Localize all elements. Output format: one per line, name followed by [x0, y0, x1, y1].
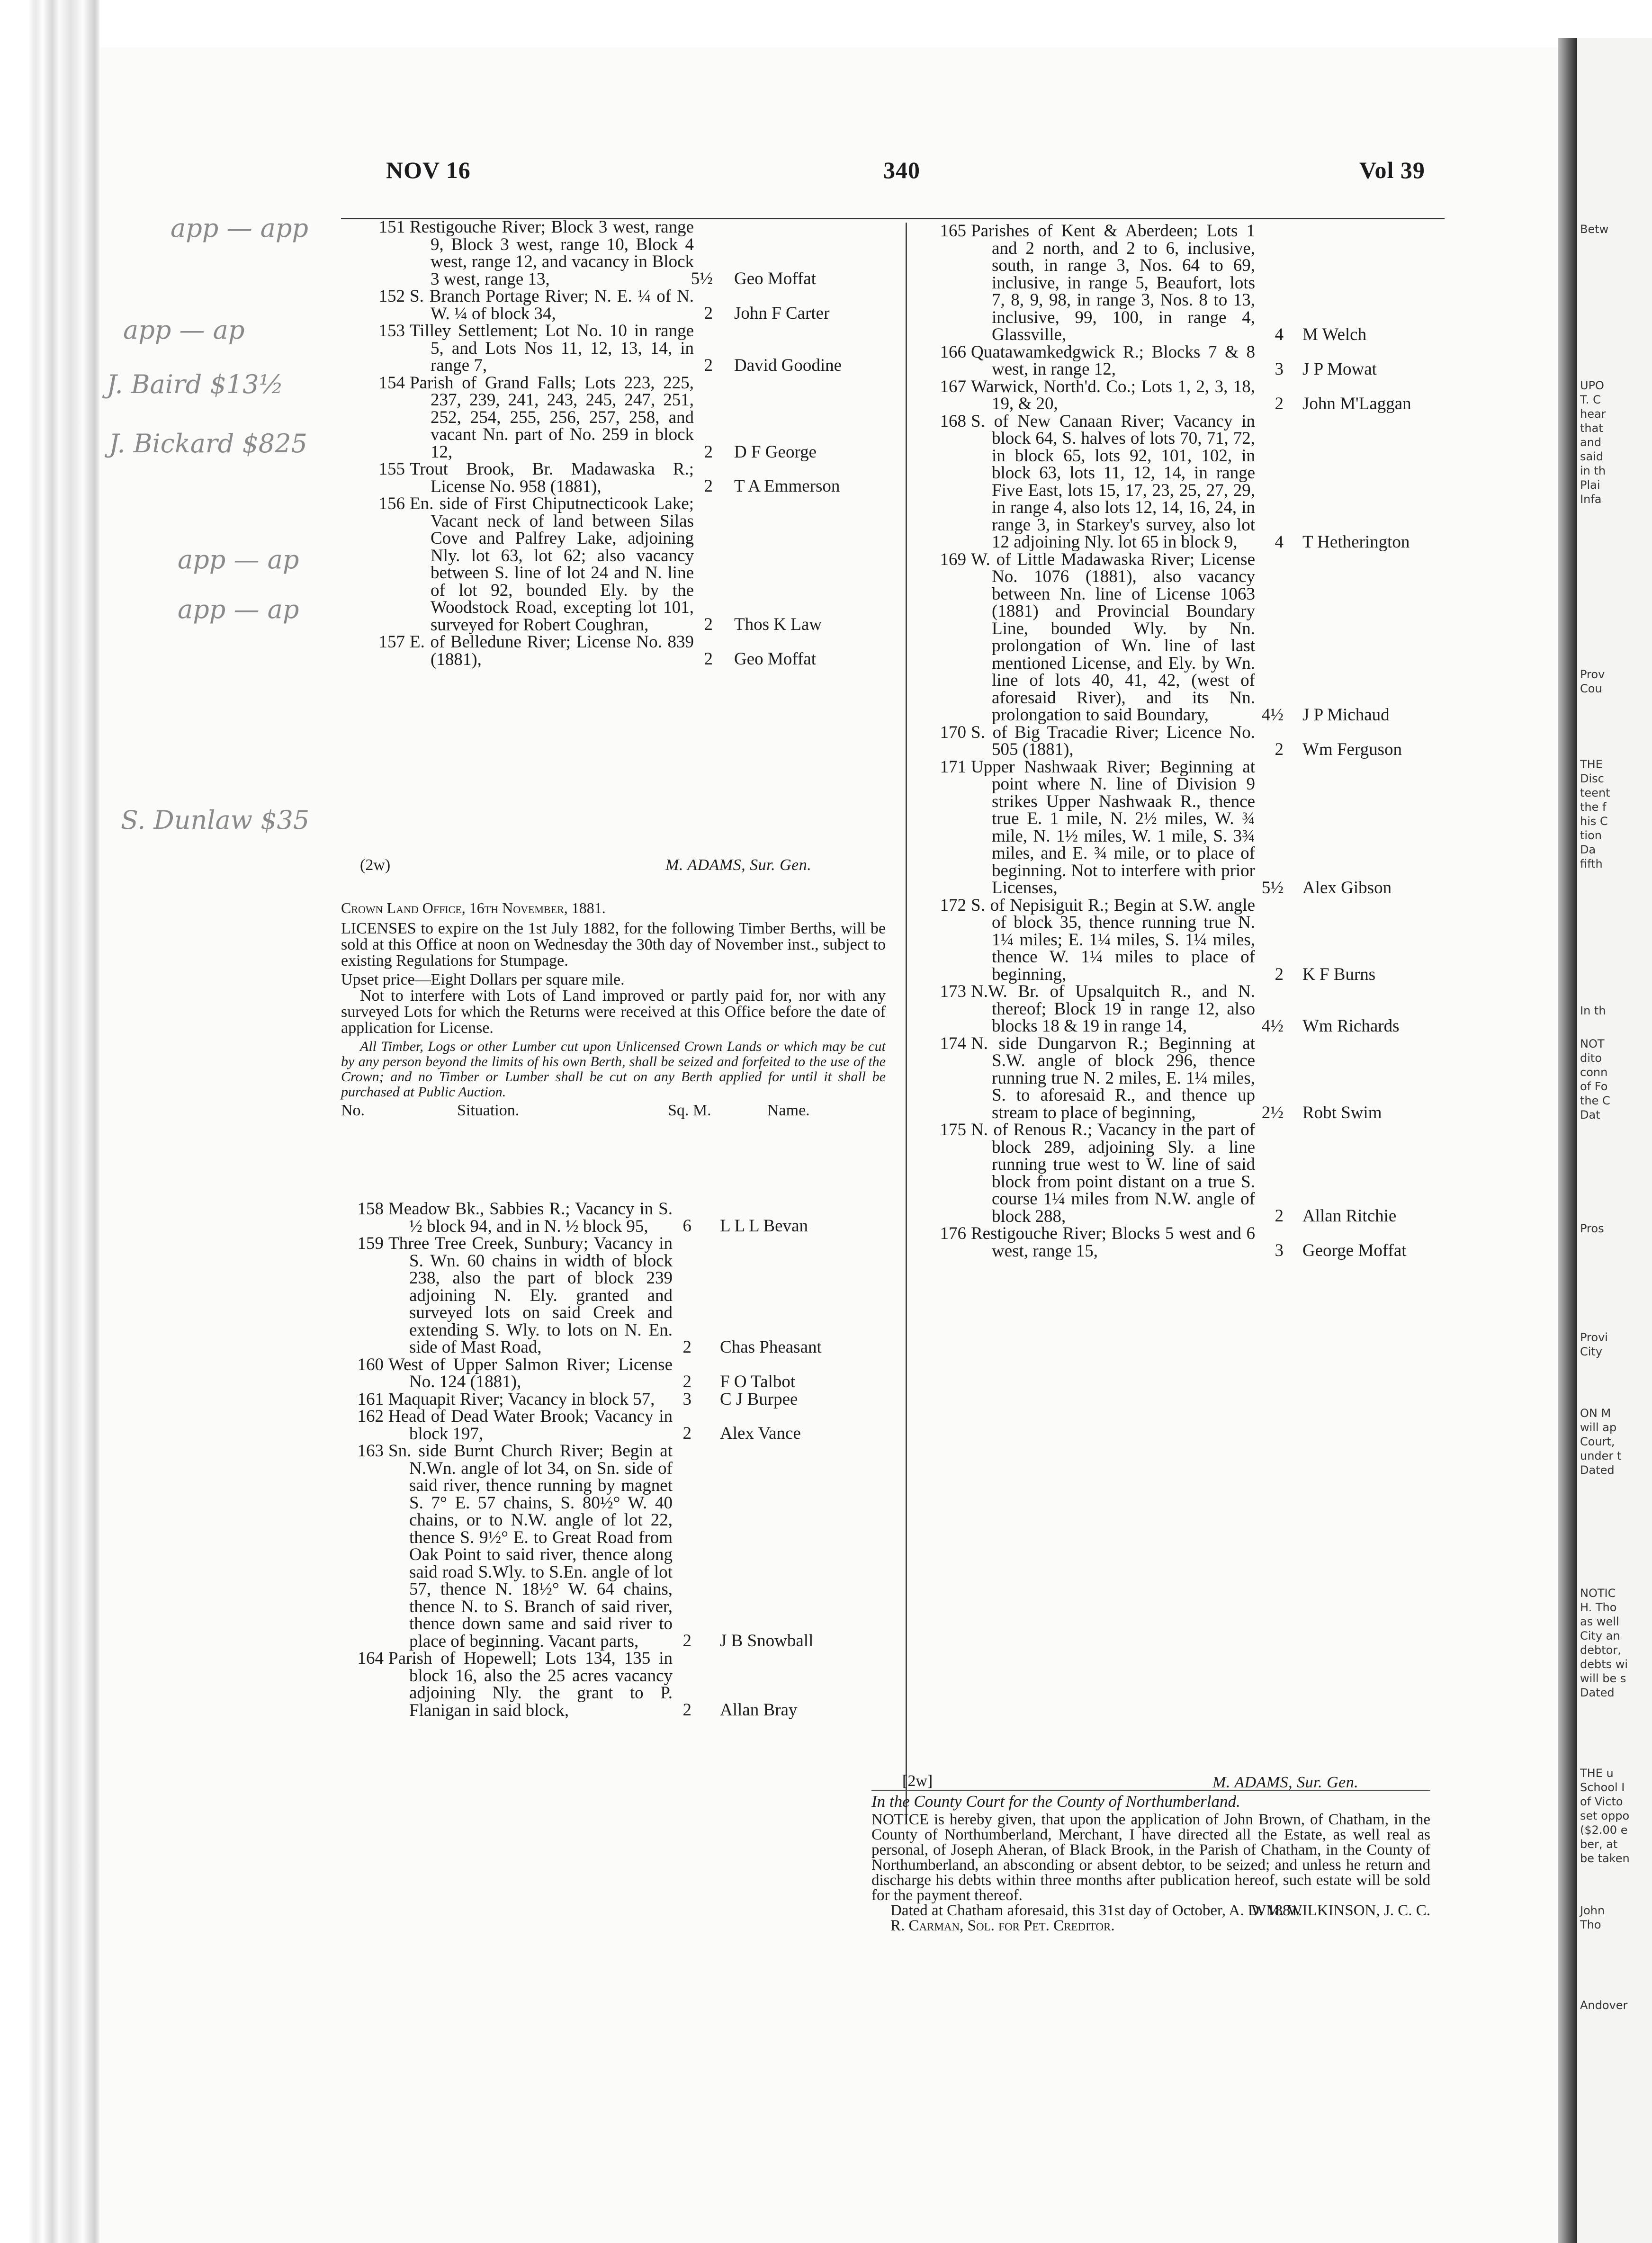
adjacent-page-fragment: Dated	[1580, 1463, 1615, 1477]
adjacent-page-fragment: the C	[1580, 1094, 1610, 1107]
entry-number: 164	[357, 1649, 384, 1668]
col-situation: Situation.	[457, 1102, 520, 1119]
insertion-tag: (2w)	[360, 856, 391, 874]
entry-licensee-name: D F George	[734, 442, 817, 462]
listing-entry	[940, 221, 1367, 344]
book-edge	[0, 0, 99, 2243]
listing-c	[940, 221, 1411, 1261]
adjacent-page-fragment: Dated	[1580, 1686, 1615, 1699]
entry-situation: Parish of Grand Falls; Lots 223, 225, 237, 239, 241, 243, 245, 247, 251, 252, 254, 255, 256, 257, 258, and vacant Nn. part of No. 259 in block 12,	[410, 373, 694, 462]
entry-licensee-name: Chas Pheasant	[720, 1337, 822, 1357]
entry-licensee-name: K F Burns	[1302, 964, 1376, 984]
listing-entry	[357, 1407, 801, 1444]
entry-licensee-name: Alex Vance	[720, 1424, 801, 1443]
entry-licensee-name: J P Mowat	[1302, 359, 1377, 379]
listing-entry	[378, 217, 816, 289]
entry-licensee-name: Wm Richards	[1302, 1016, 1400, 1036]
adjacent-page-fragment: City an	[1580, 1629, 1620, 1642]
column-headers	[341, 1103, 886, 1120]
entry-square-miles: 2	[682, 1631, 691, 1651]
entry-square-miles: 5½	[691, 269, 713, 288]
adjacent-page-fragment: Infa	[1580, 493, 1602, 506]
entry-licensee-name: M Welch	[1302, 325, 1367, 344]
handwritten-note: S. Dunlaw $35	[121, 805, 310, 835]
listing-entry	[940, 1224, 1407, 1261]
entry-licensee-name: J P Michaud	[1302, 705, 1390, 725]
entry-situation: Parish of Hopewell; Lots 134, 135 in block 16, also the 25 acres vacancy adjoining Nly. the grant to P. Flanigan in said block,	[388, 1649, 673, 1720]
adjacent-page-fragment: set oppo	[1580, 1809, 1630, 1822]
entry-licensee-name: Geo Moffat	[734, 649, 816, 669]
adjacent-page-fragment: Disc	[1580, 772, 1604, 785]
adjacent-page-fragment: will be s	[1580, 1672, 1626, 1685]
entry-number: 176	[940, 1224, 966, 1243]
entry-number: 174	[940, 1033, 966, 1053]
entry-number: 157	[378, 632, 405, 652]
adjacent-page-fragment: under t	[1580, 1449, 1622, 1462]
entry-number: 166	[940, 342, 966, 362]
column-rule	[906, 223, 907, 1823]
insertion-tag: [2w]	[902, 1772, 933, 1790]
entry-square-miles: 2	[704, 649, 713, 669]
adjacent-page-fragment: ($2.00 e	[1580, 1823, 1628, 1837]
entry-square-miles: 3	[1275, 1241, 1284, 1260]
entry-square-miles: 2	[704, 615, 713, 634]
adjacent-page-fragment: teent	[1580, 786, 1610, 799]
entry-licensee-name: Wm Ferguson	[1302, 739, 1402, 759]
adjacent-page-fragment: fifth	[1580, 857, 1603, 870]
entry-number: 171	[940, 757, 966, 777]
handwritten-note: J. Bickard $825	[109, 429, 307, 458]
entry-number: 155	[378, 459, 405, 479]
entry-square-miles: 2	[704, 442, 713, 462]
entry-situation: Tilley Settlement; Lot No. 10 in range 5, and Lots Nos 11, 12, 13, 14, in range 7,	[410, 321, 694, 375]
entry-situation: Upper Nashwaak River; Beginning at point where N. line of Division 9 strikes Upper Nashwaak R., thence true E. 1 mile, N. 2½ miles, W. ¾ mile, N. 1½ miles, W. 1 mile, S. 3¾ miles, and E. ¾ mile, or to place of beginning. Not to interfere with prior Licenses,	[971, 757, 1255, 897]
adjacent-page-fragment: H. Tho	[1580, 1601, 1617, 1614]
adjacent-page-fragment: and	[1580, 436, 1602, 449]
entry-licensee-name: David Goodine	[734, 356, 842, 375]
court-notice	[871, 1790, 1430, 1933]
entry-number: 165	[940, 221, 966, 241]
entry-square-miles: 2	[1275, 964, 1284, 984]
entry-licensee-name: J B Snowball	[720, 1631, 814, 1651]
adjacent-page-fragment: Tho	[1580, 1918, 1601, 1931]
col-sqm: Sq. M.	[668, 1102, 711, 1119]
adjacent-page-fragment: Da	[1580, 843, 1596, 856]
listing-entry	[357, 1441, 814, 1651]
entry-licensee-name: Allan Bray	[720, 1700, 798, 1720]
entry-square-miles: 2	[704, 304, 713, 323]
entry-situation: N. of Renous R.; Vacancy in the part of block 289, adjoining Sly. a line running true west to W. line of said block from point distant on a true S. course 1¼ miles from N.W. angle of block 288,	[971, 1120, 1255, 1226]
listing-entry	[357, 1649, 798, 1720]
listing-entry	[940, 982, 1400, 1036]
entry-licensee-name: Thos K Law	[734, 615, 822, 634]
notice-body: LICENSES to expire on the 1st July 1882, for the following Timber Berths, will be sold at this Office at noon on Wednesday the 30th day of November inst., subject to existing Regulations for Stumpage.	[341, 920, 886, 969]
adjacent-page-fragment: Court,	[1580, 1435, 1615, 1448]
page-gutter-shadow	[1558, 38, 1577, 2243]
adjacent-page-fragment: City	[1580, 1345, 1603, 1358]
handwritten-note: J. Baird $13½	[107, 369, 284, 399]
listing-entry	[940, 1120, 1397, 1226]
page-number: 340	[883, 157, 920, 183]
listing-entry	[940, 895, 1376, 984]
court-signature: WM. WILKINSON, J. C. C.	[1251, 1902, 1430, 1919]
listing-entry	[378, 459, 840, 496]
entry-number: 172	[940, 895, 966, 915]
listing-entry	[357, 1199, 808, 1236]
entry-licensee-name: Geo Moffat	[734, 269, 816, 288]
entry-situation: West of Upper Salmon River; License No. 124 (1881),	[388, 1355, 673, 1391]
court-solicitor: R. Carman, Sol. for Pet. Creditor.	[890, 1917, 1115, 1934]
entry-licensee-name: T A Emmerson	[734, 476, 840, 496]
entry-number: 162	[357, 1407, 384, 1426]
listing-entry	[357, 1389, 798, 1409]
entry-number: 168	[940, 411, 966, 431]
listing-entry	[940, 411, 1410, 552]
entry-situation: Warwick, North'd. Co.; Lots 1, 2, 3, 18, 19, & 20,	[971, 377, 1255, 413]
entry-number: 173	[940, 982, 966, 1001]
header-date: NOV 16	[386, 157, 471, 183]
listing-b	[357, 1199, 822, 1720]
adjacent-page-fragment: Pros	[1580, 1222, 1604, 1235]
listing-a	[378, 217, 842, 669]
adjacent-page-fragment: of Victo	[1580, 1795, 1623, 1808]
listing-entry	[378, 494, 822, 635]
entry-number: 151	[378, 217, 405, 237]
court-dated: Dated at Chatham aforesaid, this 31st day of October, A. D. 1881.	[890, 1902, 1302, 1919]
col-no: No.	[341, 1102, 365, 1119]
adjacent-page-fragment: the f	[1580, 800, 1607, 814]
entry-situation: N.W. Br. of Upsalquitch R., and N. thereof; Block 19 in range 12, also blocks 18 & 19 in range 14,	[971, 982, 1255, 1036]
entry-situation: W. of Little Madawaska River; License No. 1076 (1881), also vacancy between Nn. line of License 1063 (1881) and Provincial Boundary Line, bounded Wly. by Nn. prolongation of Wn. line of last mentioned License, and Ely. by Wn. line of lots 40, 41, 42, (west of aforesaid River), and its Nn. prolongation to said Boundary,	[971, 549, 1255, 725]
signature: M. ADAMS, Sur. Gen.	[1212, 1774, 1359, 1791]
adjacent-page-fragment: will ap	[1580, 1421, 1617, 1434]
entry-number: 159	[357, 1234, 384, 1253]
adjacent-page-fragment: debtor,	[1580, 1643, 1621, 1657]
adjacent-page-fragment: Provi	[1580, 1331, 1608, 1344]
col-name: Name.	[767, 1102, 810, 1119]
entry-licensee-name: C J Burpee	[720, 1389, 798, 1409]
adjacent-page-fragment: Dat	[1580, 1108, 1600, 1122]
entry-situation: Restigouche River; Blocks 5 west and 6 west, range 15,	[971, 1224, 1255, 1261]
entry-licensee-name: Allan Ritchie	[1302, 1206, 1397, 1226]
listing-entry	[357, 1355, 796, 1391]
entry-number: 156	[378, 494, 405, 513]
entry-situation: S. of Big Tracadie River; Licence No. 505 (1881),	[971, 722, 1255, 759]
entry-situation: S. of Nepisiguit R.; Begin at S.W. angle of block 35, thence running true N. 1¼ miles; E. 1¼ miles, S. 1¼ miles, thence W. 1¼ miles to place of beginning,	[971, 895, 1255, 984]
adjacent-page-fragment: that	[1580, 422, 1603, 435]
listing-entry	[378, 321, 842, 375]
entry-situation: S. of New Canaan River; Vacancy in block 64, S. halves of lots 70, 71, 72, in block 65, lots 92, 101, 102, in block 63, lots 11, 12, 14, in range Five East, lots 15, 17, 23, 25, 27, 29, in range 4, also lots 12, 14, 16, 24, in range 3, in Starkey's survey, also lot 12 adjoining Nly. lot 65 in block 9,	[971, 411, 1255, 552]
entry-number: 152	[378, 287, 405, 306]
entry-square-miles: 4	[1275, 532, 1284, 552]
handwritten-note: app — ap	[178, 545, 299, 574]
adjacent-page-fragment: his C	[1580, 815, 1608, 828]
adjacent-page-fragment: ON M	[1580, 1407, 1611, 1420]
adjacent-page-fragment: dito	[1580, 1051, 1602, 1065]
court-body: NOTICE is hereby given, that upon the application of John Brown, of Chatham, in the County of Northumberland, Merchant, I have directed all the Estate, as well real as personal, of Joseph Aheran, of Black Brook, in the Parish of Chatham, in the County of Northumberland, an absconding or absent debtor, to be seized; and unless he return and discharge his debts within three months after publication hereof, such estate will be sold for the payment thereof.	[871, 1811, 1430, 1904]
handwritten-note: app — app	[171, 213, 308, 243]
court-heading: In the County Court for the County of Northumberland.	[871, 1790, 1430, 1809]
entry-square-miles: 6	[682, 1216, 691, 1236]
adjacent-page-fragment: THE	[1580, 758, 1603, 771]
listing-entry	[940, 549, 1390, 725]
notice-dateline: Crown Land Office, 16th November, 1881.	[341, 899, 606, 916]
adjacent-page-fragment: UPO	[1580, 379, 1604, 392]
entry-square-miles: 4½	[1261, 1016, 1284, 1036]
adjacent-page-fragment: ber, at	[1580, 1838, 1618, 1851]
entry-situation: S. Branch Portage River; N. E. ¼ of N. W. ¼ of block 34,	[410, 287, 694, 323]
entry-situation: Trout Brook, Br. Madawaska R.; License No. 958 (1881),	[410, 459, 694, 496]
entry-square-miles: 5½	[1261, 878, 1284, 897]
entry-number: 154	[378, 373, 405, 393]
entry-situation: Parishes of Kent & Aberdeen; Lots 1 and 2 north, and 2 to 6, inclusive, south, in range 3, Nos. 64 to 69, inclusive, in range 5, Beaufort, lots 7, 8, 9, 98, in range 3, Nos. 8 to 13, inclusive, 99, 100, in range 4, Glassville,	[971, 221, 1255, 344]
entry-number: 175	[940, 1120, 966, 1139]
adjacent-page-fragment: conn	[1580, 1066, 1608, 1079]
entry-square-miles: 2	[682, 1337, 691, 1357]
crown-land-notice	[341, 900, 886, 1120]
adjacent-page-fragment: in th	[1580, 464, 1606, 477]
adjacent-page-fragment: THE u	[1580, 1767, 1614, 1780]
listing-entry	[940, 377, 1411, 413]
entry-square-miles: 2	[1275, 739, 1284, 759]
entry-square-miles: 4	[1275, 325, 1284, 344]
adjacent-page-fragment: NOTIC	[1580, 1587, 1616, 1600]
listing-entry	[940, 1033, 1382, 1122]
adjacent-page-fragment: NOT	[1580, 1037, 1605, 1050]
entry-situation: N. side Dungarvon R.; Beginning at S.W. angle of block 296, thence running true N. 2 miles, E. 1¼ miles, S. to aforesaid R., and thence up stream to place of beginning,	[971, 1033, 1255, 1122]
entry-number: 160	[357, 1355, 384, 1374]
entry-licensee-name: Alex Gibson	[1302, 878, 1392, 897]
entry-number: 158	[357, 1199, 384, 1219]
adjacent-page-fragment: as well	[1580, 1615, 1619, 1628]
entry-square-miles: 3	[1275, 359, 1284, 379]
entry-square-miles: 2	[682, 1424, 691, 1443]
listing-entry	[378, 373, 817, 462]
entry-situation: Three Tree Creek, Sunbury; Vacancy in S. Wn. 60 chains in width of block 238, also the part of block 239 adjoining N. Ely. granted and surveyed lots on said Creek and extending S. Wly. to lots on N. En. side of Mast Road,	[388, 1234, 673, 1357]
notice-warning: All Timber, Logs or other Lumber cut upon Unlicensed Crown Lands or which may be cut by any person beyond the limits of his own Berth, shall be seized and forfeited to the use of the Crown; and no Timber or Lumber shall be cut on any Berth applied for until it shall be purchased at Public Auction.	[341, 1039, 886, 1100]
listing-entry	[378, 287, 830, 323]
entry-square-miles: 2	[1275, 394, 1284, 413]
entry-square-miles: 2½	[1261, 1103, 1284, 1122]
adjacent-page-fragment: John	[1580, 1904, 1605, 1917]
entry-number: 167	[940, 377, 966, 396]
entry-situation: Meadow Bk., Sabbies R.; Vacancy in S. ½ block 94, and in N. ½ block 95,	[388, 1199, 673, 1236]
handwritten-note: app — ap	[123, 315, 245, 345]
entry-square-miles: 3	[682, 1389, 691, 1409]
entry-licensee-name: George Moffat	[1302, 1241, 1407, 1260]
listing-entry	[940, 757, 1392, 897]
signature: M. ADAMS, Sur. Gen.	[665, 856, 812, 874]
adjacent-page-fragment: In th	[1580, 1004, 1606, 1017]
entry-situation: En. side of First Chiputnecticook Lake; Vacant neck of land between Silas Cove and Palfrey Lake, adjoining Nly. lot 63, lot 62; also vacancy between S. line of lot 24 and N. line of lot 92, bounded Ely. by the Woodstock Road, excepting lot 101, surveyed for Robert Coughran,	[410, 494, 694, 635]
adjacent-page-fragment: Andover	[1580, 1999, 1628, 2012]
adjacent-page-fragment: Betw	[1580, 223, 1609, 236]
adjacent-page-fragment: School I	[1580, 1781, 1625, 1794]
entry-situation: E. of Belledune River; License No. 839 (1881),	[410, 632, 694, 669]
adjacent-page-fragment: hear	[1580, 407, 1606, 421]
entry-situation: Quatawamkedgwick R.; Blocks 7 & 8 west, in range 12,	[971, 342, 1255, 379]
entry-number: 153	[378, 321, 405, 341]
listing-entry	[940, 722, 1402, 759]
entry-situation: Head of Dead Water Brook; Vacancy in block 197,	[388, 1407, 673, 1444]
entry-licensee-name: T Hetherington	[1302, 532, 1410, 552]
adjacent-page-fragment: of Fo	[1580, 1080, 1608, 1093]
adjacent-page-fragment: said	[1580, 450, 1604, 463]
entry-situation: Maquapit River; Vacancy in block 57,	[388, 1389, 655, 1409]
entry-square-miles: 2	[1275, 1206, 1284, 1226]
adjacent-page-fragment: T. C	[1580, 393, 1601, 406]
entry-number: 170	[940, 722, 966, 742]
entry-licensee-name: John F Carter	[734, 304, 830, 323]
entry-square-miles: 2	[704, 356, 713, 375]
entry-square-miles: 2	[704, 476, 713, 496]
entry-number: 169	[940, 549, 966, 569]
entry-square-miles: 2	[682, 1372, 691, 1391]
adjacent-page	[1577, 38, 1652, 2243]
listing-entry	[940, 342, 1377, 379]
notice-upset-price: Upset price—Eight Dollars per square mile.	[341, 971, 625, 988]
adjacent-page-fragment: tion	[1580, 829, 1602, 842]
handwritten-note: app — ap	[178, 594, 299, 624]
entry-square-miles: 4½	[1261, 705, 1284, 725]
adjacent-page-fragment: Plai	[1580, 478, 1600, 492]
adjacent-page-fragment: Cou	[1580, 682, 1602, 695]
adjacent-page-fragment: be taken	[1580, 1852, 1630, 1865]
notice-interference: Not to interfere with Lots of Land improved or partly paid for, nor with any surveyed Lots for which the Returns were received at this Office before the date of application for License.	[341, 987, 886, 1037]
entry-square-miles: 2	[682, 1700, 691, 1720]
listing-entry	[378, 632, 816, 669]
adjacent-page-fragment: Prov	[1580, 668, 1605, 681]
entry-situation: Sn. side Burnt Church River; Begin at N.Wn. angle of lot 34, on Sn. side of said river, thence running by magnet S. 7° E. 57 chains, S. 80½° W. 40 chains, or to N.W. angle of lot 22, thence S. 9½° E. to Great Road from Oak Point to said river, thence along said road S.Wly. to S.En. angle of lot 57, thence N. 18½° W. 64 chains, thence N. to S. Branch of said river, thence down same and said river to place of beginning. Vacant parts,	[388, 1441, 673, 1651]
entry-licensee-name: L L L Bevan	[720, 1216, 808, 1236]
entry-number: 161	[357, 1389, 384, 1409]
listing-entry	[357, 1234, 822, 1357]
adjacent-page-fragment: debts wi	[1580, 1658, 1628, 1671]
entry-licensee-name: Robt Swim	[1302, 1103, 1382, 1122]
entry-licensee-name: F O Talbot	[720, 1372, 796, 1391]
entry-number: 163	[357, 1441, 384, 1461]
entry-licensee-name: John M'Laggan	[1302, 394, 1411, 413]
entry-situation: Restigouche River; Block 3 west, range 9, Block 3 west, range 10, Block 4 west, range 12, and vacancy in Block 3 west, range 13,	[410, 217, 694, 289]
volume-number: Vol 39	[1359, 157, 1425, 183]
